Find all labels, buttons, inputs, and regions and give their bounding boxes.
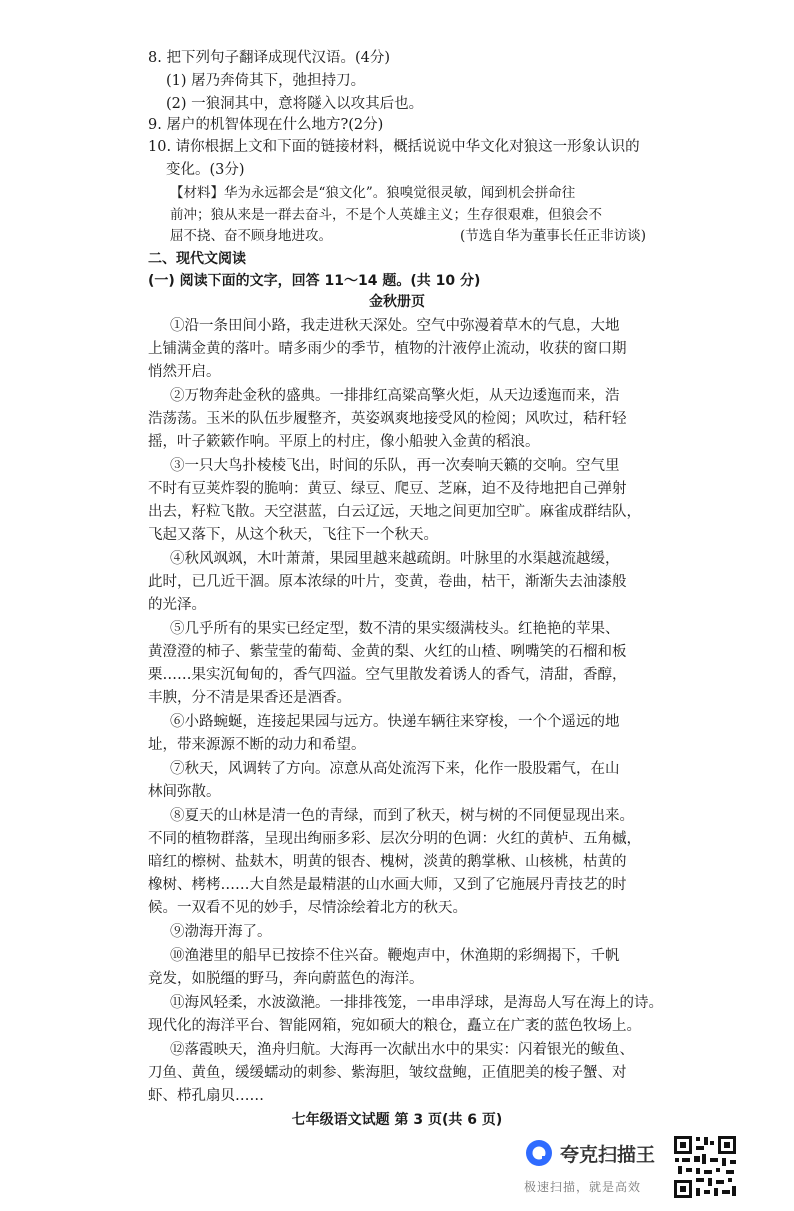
- paragraph-3-line-2: 不时有豆荚炸裂的脆响：黄豆、绿豆、爬豆、芝麻，迫不及待地把自己弹射: [148, 481, 627, 497]
- paragraph-9-line-1: ⑨渤海开海了。: [170, 924, 272, 940]
- paragraph-8-line-5: 候。一双看不见的妙手，尽情涂绘着北方的秋天。: [148, 900, 467, 916]
- paragraph-8-line-4: 橡树、栲栲……大自然是最精湛的山水画大师，又到了它施展丹青技艺的时: [148, 877, 627, 893]
- section-heading: 二、现代文阅读: [148, 251, 246, 267]
- material-line-3: 屈不挠、奋不顾身地进攻。: [170, 228, 332, 244]
- paragraph-4-line-2: 此时，已几近干涸。原本浓绿的叶片，变黄，卷曲，枯干，渐渐失去油漆般: [148, 574, 627, 590]
- paragraph-7-line-1: ⑦秋天，风调转了方向。凉意从高处流泻下来，化作一股股霜气，在山: [170, 761, 620, 777]
- question-8-item-1: (1) 屠乃奔倚其下，弛担持刀。: [166, 73, 366, 89]
- brand-name: 夸克扫描王: [560, 1144, 656, 1166]
- paragraph-11-line-1: ⑪海风轻柔，水波潋滟。一排排筏笼，一串串浮球，是海岛人写在海上的诗。: [170, 995, 663, 1011]
- quark-logo-icon: [524, 1138, 554, 1168]
- material-line-2: 前冲；狼从来是一群去奋斗，不是个人英雄主义；生存很艰难，但狼会不: [170, 207, 602, 223]
- paragraph-5-line-2: 黄澄澄的柿子、紫莹莹的葡萄、金黄的梨、火红的山楂、咧嘴笑的石榴和板: [148, 644, 627, 660]
- paragraph-4-line-1: ④秋风飒飒，木叶萧萧，果园里越来越疏朗。叶脉里的水渠越流越缓，: [170, 551, 620, 567]
- paragraph-2-line-3: 摇，叶子簌簌作响。平原上的村庄，像小船驶入金黄的稻浪。: [148, 434, 540, 450]
- paragraph-5-line-4: 丰腴，分不清是果香还是酒香。: [148, 690, 351, 706]
- paragraph-3-line-3: 出去，籽粒飞散。天空湛蓝，白云辽远，天地之间更加空旷。麻雀成群结队，: [148, 504, 641, 520]
- paragraph-7-line-2: 林间弥散。: [148, 784, 221, 800]
- paragraph-12-line-2: 刀鱼、黄鱼，缓缓蠕动的刺参、紫海胆，皱纹盘鲍，正值肥美的梭子蟹、对: [148, 1065, 627, 1081]
- page-footer: 七年级语文试题 第 3 页(共 6 页): [291, 1112, 503, 1128]
- paragraph-11-line-2: 现代化的海洋平台、智能网箱，宛如硕大的粮仓，矗立在广袤的蓝色牧场上。: [148, 1018, 641, 1034]
- paragraph-10-line-1: ⑩渔港里的船早已按捺不住兴奋。鞭炮声中，休渔期的彩绸揭下，千帆: [170, 948, 620, 964]
- paragraph-2-line-1: ②万物奔赴金秋的盛典。一排排红高粱高擎火炬，从天边逶迤而来，浩: [170, 388, 620, 404]
- question-9: 9. 屠户的机智体现在什么地方?(2分): [148, 117, 384, 133]
- question-8: 8. 把下列句子翻译成现代汉语。(4分): [148, 50, 390, 66]
- paragraph-12-line-1: ⑫落霞映天，渔舟归航。大海再一次献出水中的果实：闪着银光的鲅鱼、: [170, 1042, 634, 1058]
- reading-instructions: (一) 阅读下面的文字，回答 11～14 题。(共 10 分): [148, 273, 481, 289]
- question-10-line-2: 变化。(3分): [166, 162, 245, 178]
- paragraph-1-line-1: ①沿一条田间小路，我走进秋天深处。空气中弥漫着草木的气息，大地: [170, 318, 620, 334]
- material-line-1: 【材料】华为永远都会是“狼文化”。狼嗅觉很灵敏，闻到机会拼命往: [170, 185, 576, 201]
- paragraph-8-line-1: ⑧夏天的山林是清一色的青绿，而到了秋天，树与树的不同便显现出来。: [170, 808, 634, 824]
- paragraph-3-line-4: 飞起又落下，从这个秋天，飞往下一个秋天。: [148, 527, 438, 543]
- paragraph-6-line-2: 址，带来源源不断的动力和希望。: [148, 737, 366, 753]
- qr-code-icon: [672, 1134, 738, 1200]
- question-8-item-2: (2) 一狼洞其中，意将隧入以攻其后也。: [166, 96, 424, 112]
- paragraph-8-line-2: 不同的植物群落，呈现出绚丽多彩、层次分明的色调：火红的黄栌、五角槭，: [148, 831, 641, 847]
- brand-slogan: 极速扫描，就是高效: [524, 1180, 642, 1194]
- paragraph-5-line-3: 栗……果实沉甸甸的，香气四溢。空气里散发着诱人的香气，清甜，香醇，: [148, 667, 627, 683]
- paragraph-12-line-3: 虾、栉孔扇贝……: [148, 1088, 264, 1104]
- material-source: (节选自华为董事长任正非访谈): [459, 228, 646, 244]
- paragraph-1-line-2: 上铺满金黄的落叶。晴多雨少的季节，植物的汁液停止流动，收获的窗口期: [148, 341, 627, 357]
- paragraph-10-line-2: 竞发，如脱缰的野马，奔向蔚蓝色的海洋。: [148, 971, 424, 987]
- paragraph-3-line-1: ③一只大鸟扑棱棱飞出，时间的乐队，再一次奏响天籁的交响。空气里: [170, 458, 620, 474]
- article-title: 金秋册页: [369, 294, 425, 310]
- paragraph-1-line-3: 悄然开启。: [148, 364, 221, 380]
- paragraph-5-line-1: ⑤几乎所有的果实已经定型，数不清的果实缀满枝头。红艳艳的苹果、: [170, 621, 620, 637]
- paragraph-2-line-2: 浩荡荡。玉米的队伍步履整齐，英姿飒爽地接受风的检阅；风吹过，秸秆轻: [148, 411, 627, 427]
- question-10-line-1: 10. 请你根据上文和下面的链接材料，概括说说中华文化对狼这一形象认识的: [148, 139, 640, 155]
- paragraph-4-line-3: 的光泽。: [148, 597, 206, 613]
- paragraph-8-line-3: 暗红的檫树、盐麸木，明黄的银杏、槐树，淡黄的鹅掌楸、山核桃，枯黄的: [148, 854, 627, 870]
- scanner-watermark: [522, 1134, 672, 1200]
- paragraph-6-line-1: ⑥小路蜿蜒，连接起果园与远方。快递车辆往来穿梭，一个个遥远的地: [170, 714, 620, 730]
